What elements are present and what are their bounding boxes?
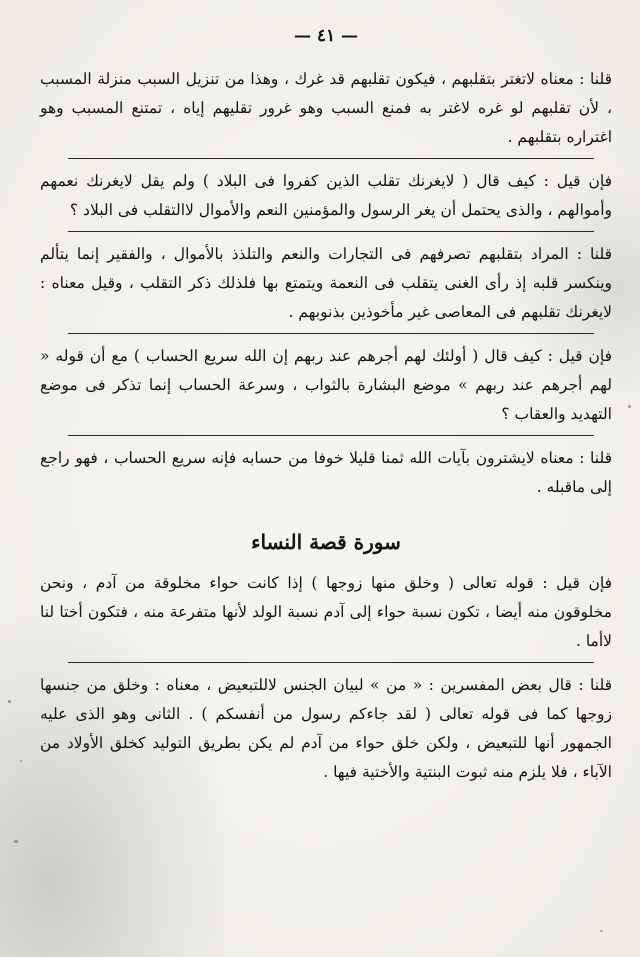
paragraph-divider [68, 231, 594, 232]
paragraph: فإن قيل : قوله تعالى ( وخلق منها زوجها ) إذا كانت حواء مخلوقة من آدم ، ونحن مخلوقون منه أيضا ، تكون نسبة حواء إلى آدم نسبة الولد لأنها متفرعة منه ، فتكون أختا لنا لاأما . [40, 574, 612, 650]
scan-speckle [14, 840, 18, 843]
scan-speckle [8, 700, 11, 703]
paragraph: قلنا : معناه لاتغتر بتقلبهم ، فيكون تقلبهم قد غرك ، وهذا من تنزيل السبب منزلة المسبب ، لأن تقلبهم لو غره لاغتر به فمنع السبب وهو غرور تقليهم إياه ، تمتنع المسبب وهو اغتراره بتقلبهم . [40, 70, 612, 146]
paragraph: قلنا : معناه لايشترون بآيات الله ثمنا قليلا خوفا من حسابه فإنه سريع الحساب ، فهو راجع إلى ماقبله . [40, 449, 612, 496]
scan-speckle [20, 760, 22, 762]
paragraph: فإن قيل : كيف قال ( لايغرنك تقلب الذين كفروا فى البلاد ) ولم يقل لايغرنك نعمهم وأموالهم ، والذى يحتمل أن يغر الرسول والمؤمنين النعم والأموال لاالتقلب فى البلاد ؟ [40, 172, 612, 219]
paragraph-divider [68, 435, 594, 436]
scan-speckle [600, 930, 603, 932]
paragraph-divider [68, 158, 594, 159]
page-number: — ٤١ — [293, 26, 359, 46]
section-heading: سورة قصة النساء [251, 530, 401, 554]
paragraph: قلنا : قال بعض المفسرين : « من » لبيان الجنس لاللتبعيض ، معناه : وخلق من جنسها زوجها كما فى قوله تعالى ( لقد جاءكم رسول من أنفسكم ) . الثانى وهو الذى عليه الجمهور أنها للتبعيض ، ولكن خلق حواء من آدم لم يكن بطريق التوليد كخلق الأولاد من الآباء ، فلا يلزم منه ثبوت البنتية والأختية فيها . [40, 676, 612, 781]
scan-speckle [628, 405, 631, 408]
paragraph: فإن قيل : كيف قال ( أولئك لهم أجرهم عند ربهم إن الله سريع الحساب ) مع أن قوله « لهم أجرهم عند ربهم » موضع البشارة بالثواب ، وسرعة الحساب إنما تذكر فى موضع التهديد والعقاب ؟ [40, 347, 612, 423]
paragraph-divider [68, 333, 594, 334]
page-body [40, 22, 612, 793]
paragraph: قلنا : المراد بتقلبهم تصرفهم فى التجارات والنعم والتلذذ بالأموال ، والفقير إنما يتألم وينكسر قلبه إذ رأى الغنى يتقلب فى النعمة ويتمتع بها فلذلك ذكر التقلب ، وقيل معناه : لايغرنك تقلبهم فى المعاصى غير مأخوذين بذنوبهم . [40, 245, 612, 321]
paragraph-divider [68, 662, 594, 663]
